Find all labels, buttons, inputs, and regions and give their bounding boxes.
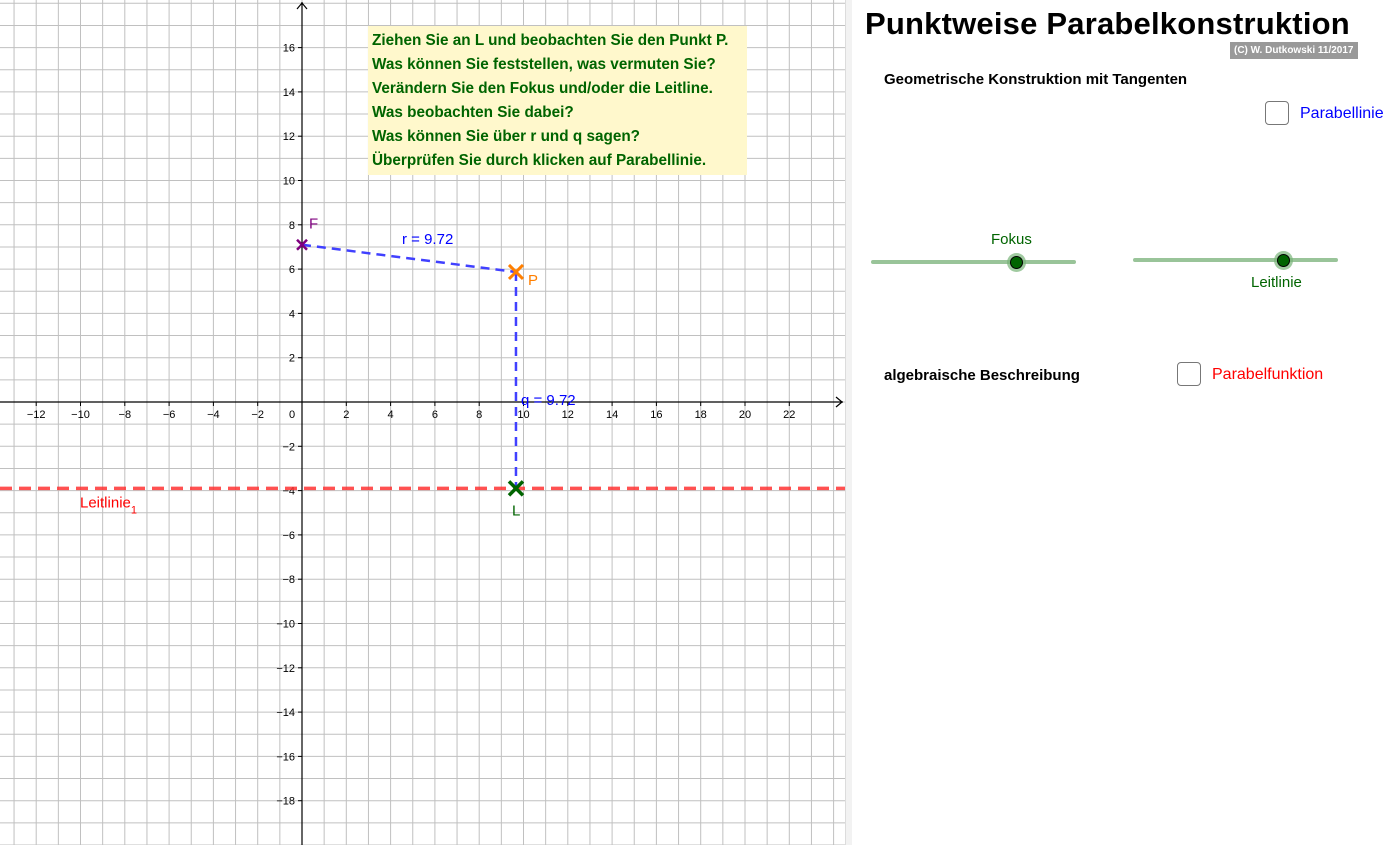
x-tick-label: 18 bbox=[694, 409, 707, 421]
y-tick-label: 14 bbox=[282, 86, 295, 99]
y-tick-label: −18 bbox=[276, 795, 295, 808]
x-tick-label: 8 bbox=[476, 409, 483, 421]
leitlinie-slider-label: Leitlinie bbox=[1251, 274, 1302, 291]
y-tick-label: 16 bbox=[282, 42, 295, 55]
instruction-line: Ziehen Sie an L und beobachten Sie den Punkt P. bbox=[372, 32, 729, 49]
segment-q-label: q = 9.72 bbox=[521, 392, 576, 409]
fokus-slider-handle[interactable] bbox=[1010, 256, 1023, 269]
y-tick-label: 10 bbox=[282, 175, 295, 188]
instruction-line: Was können Sie feststellen, was vermuten Sie? bbox=[372, 56, 716, 73]
point-L-label: L bbox=[511, 502, 521, 520]
y-tick-label: −8 bbox=[282, 574, 295, 587]
x-tick-label: 10 bbox=[517, 409, 530, 421]
x-tick-label: 14 bbox=[605, 409, 619, 421]
segment-r-label: r = 9.72 bbox=[402, 231, 454, 248]
x-tick-label: 20 bbox=[738, 409, 752, 421]
y-tick-label: 8 bbox=[288, 219, 295, 232]
x-tick-label: −4 bbox=[207, 409, 220, 421]
leitlinie-slider-handle[interactable] bbox=[1277, 254, 1290, 267]
y-tick-label: 4 bbox=[288, 308, 295, 321]
algebraic-description-heading: algebraische Beschreibung bbox=[884, 367, 1080, 384]
view-divider[interactable] bbox=[845, 0, 852, 845]
segment-r[interactable] bbox=[302, 245, 516, 272]
instruction-line: Was können Sie über r und q sagen? bbox=[372, 128, 641, 145]
x-tick-label: 6 bbox=[431, 409, 438, 421]
parabelfunktion-label[interactable]: Parabelfunktion bbox=[1212, 366, 1324, 383]
parabellinie-label[interactable]: Parabellinie bbox=[1300, 105, 1384, 122]
parabelfunktion-checkbox[interactable] bbox=[1177, 362, 1201, 386]
x-tick-label: 0 bbox=[288, 409, 296, 421]
y-tick-label: −6 bbox=[282, 529, 295, 542]
instruction-line: Was beobachten Sie dabei? bbox=[372, 104, 574, 121]
point-P-label: P bbox=[527, 271, 538, 289]
y-tick-label: −10 bbox=[276, 618, 295, 631]
directrix-label: Leitlinie$_1$ bbox=[80, 494, 137, 517]
x-tick-label: −12 bbox=[26, 409, 46, 421]
geometric-construction-heading: Geometrische Konstruktion mit Tangenten bbox=[884, 71, 1188, 88]
control-panel bbox=[852, 0, 1388, 845]
x-tick-label: 4 bbox=[387, 409, 394, 421]
x-tick-label: −2 bbox=[251, 409, 264, 421]
y-tick-label: −12 bbox=[276, 662, 295, 675]
x-tick-label: 22 bbox=[783, 409, 796, 421]
y-tick-label: −2 bbox=[282, 441, 295, 454]
fokus-slider-track[interactable] bbox=[871, 260, 1076, 264]
x-tick-label: −8 bbox=[118, 409, 132, 421]
x-tick-label: 12 bbox=[561, 409, 574, 421]
y-tick-label: −4 bbox=[282, 485, 295, 498]
x-tick-label: 16 bbox=[650, 409, 663, 421]
y-tick-label: 12 bbox=[282, 131, 295, 144]
y-tick-label: 6 bbox=[288, 264, 295, 277]
y-tick-label: 2 bbox=[288, 352, 295, 365]
x-tick-label: −10 bbox=[71, 409, 90, 421]
y-tick-label: −16 bbox=[276, 751, 295, 764]
leitlinie-slider-track[interactable] bbox=[1133, 258, 1338, 262]
instructions-textbox bbox=[368, 26, 747, 175]
y-tick-label: −14 bbox=[276, 707, 295, 720]
x-tick-label: −6 bbox=[162, 409, 176, 421]
parabellinie-checkbox[interactable] bbox=[1265, 101, 1289, 125]
point-F-label: F bbox=[309, 215, 319, 233]
x-tick-label: 2 bbox=[343, 409, 350, 421]
instruction-line: Verändern Sie den Fokus und/oder die Leitline. bbox=[372, 80, 713, 97]
page-title: Punktweise Parabelkonstruktion bbox=[865, 6, 1350, 41]
copyright-badge: (C) W. Dutkowski 11/2017 bbox=[1230, 42, 1358, 59]
fokus-slider-label: Fokus bbox=[991, 231, 1032, 248]
instruction-line: Überprüfen Sie durch klicken auf Parabellinie. bbox=[372, 152, 707, 169]
